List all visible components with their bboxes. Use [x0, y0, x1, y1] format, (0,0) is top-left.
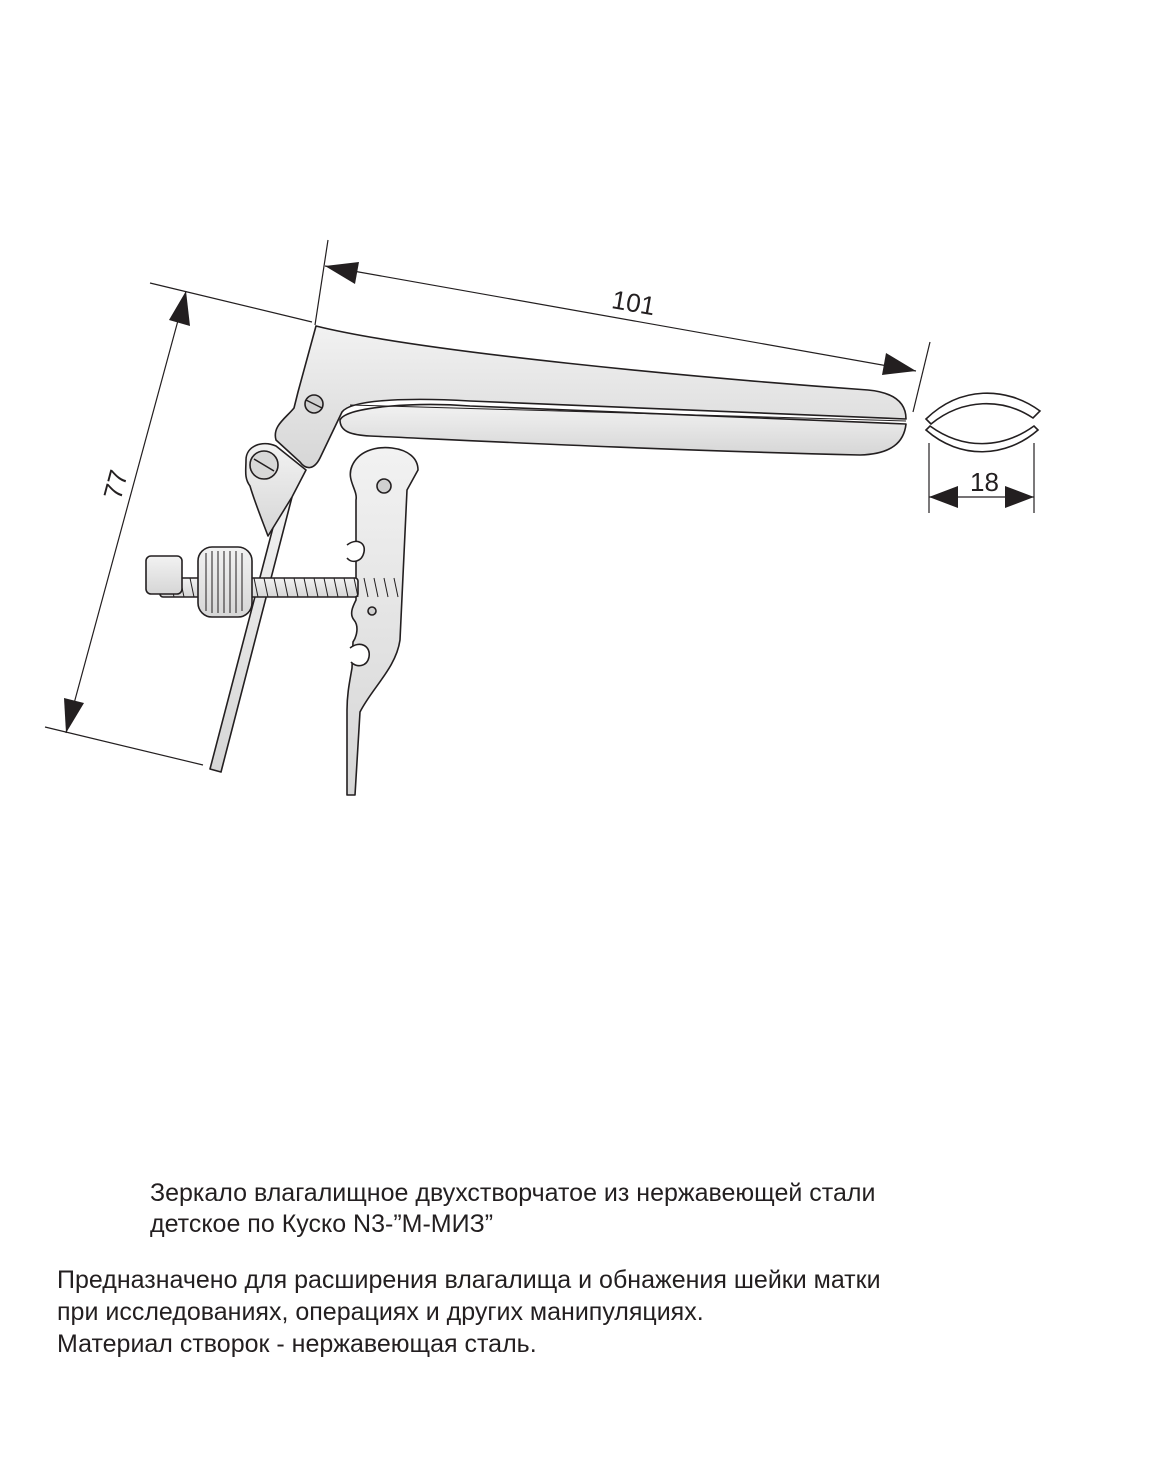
arrowhead-left: [325, 262, 359, 284]
dimension-label-width: 18: [970, 467, 999, 497]
rivet-small: [368, 607, 376, 615]
dimension-label-length: 101: [609, 284, 658, 322]
arrowhead-right: [882, 353, 916, 375]
extension-line-right: [913, 342, 930, 412]
screw-rod: [160, 578, 358, 597]
description-line: при исследованиях, операциях и других манипуляциях.: [57, 1298, 704, 1326]
left-lever-rod: [210, 493, 292, 772]
dimension-line: [66, 291, 186, 733]
pivot-screw-right: [377, 479, 391, 493]
cross-section-top-blade: [926, 393, 1040, 424]
extension-line-left: [315, 240, 328, 325]
cross-section: [926, 393, 1040, 452]
arrowhead-bottom: [64, 698, 84, 733]
speculum-instrument: [146, 326, 906, 795]
right-lever: [347, 448, 418, 795]
product-description: [57, 1264, 881, 1360]
arrowhead-left: [929, 486, 958, 508]
title-line: детское по Куско N3-”М-МИЗ”: [150, 1210, 494, 1238]
description-line: Материал створок - нержавеющая сталь.: [57, 1330, 537, 1358]
arrowhead-right: [1005, 486, 1034, 508]
title-line: Зеркало влагалищное двухстворчатое из нержавеющей стали: [150, 1179, 876, 1207]
arrowhead-top: [169, 291, 190, 326]
description-line: Предназначено для расширения влагалища и обнажения шейки матки: [57, 1266, 881, 1294]
right-lever-notch-top: [347, 541, 364, 561]
product-title: [150, 1178, 875, 1240]
extension-line-bottom: [45, 727, 203, 765]
right-lever-notch-bottom: [350, 644, 369, 665]
dimension-label-height: 77: [97, 466, 134, 503]
screw-end-cap: [146, 556, 182, 594]
cross-section-bottom-blade: [926, 426, 1038, 452]
